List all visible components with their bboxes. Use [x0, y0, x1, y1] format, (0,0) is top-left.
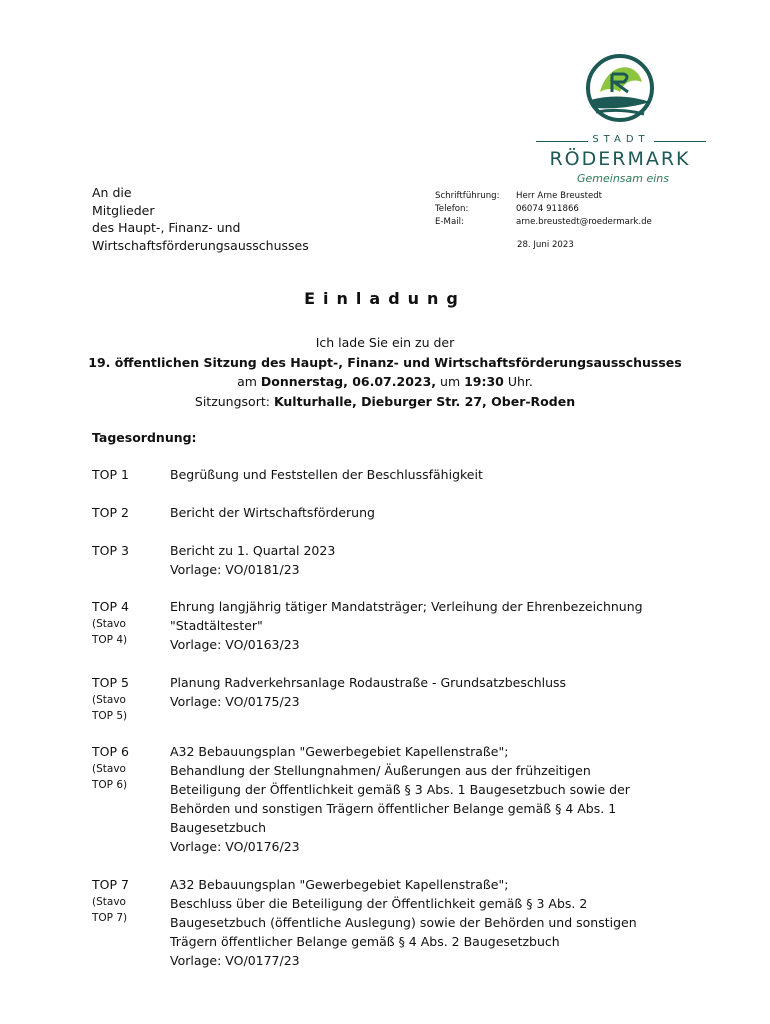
contact-block [435, 190, 695, 229]
letter-date: 28. Juni 2023 [517, 240, 574, 250]
agenda-item-number: TOP 3 [92, 543, 129, 558]
contact-value: Herr Arne Breustedt [516, 191, 603, 201]
contact-label: Telefon: [435, 204, 469, 214]
agenda-item-line: Behörden und sonstigen Trägern öffentlicher Belange gemäß § 4 Abs. 1 [170, 801, 617, 816]
agenda-item-number: TOP 2 [92, 505, 129, 520]
logo-city-name: RÖDERMARK [549, 148, 691, 170]
agenda-item-number: TOP 4 [92, 599, 129, 614]
agenda-item-line: Trägern öffentlicher Belange gemäß § 4 Abs. 2 Baugesetzbuch [170, 934, 560, 949]
meeting-location-line [0, 392, 770, 412]
contact-row [435, 216, 695, 229]
stavo-line: (Stavo [92, 763, 126, 775]
agenda-item-line: Bericht der Wirtschaftsförderung [170, 505, 375, 520]
stavo-line: (Stavo [92, 618, 126, 630]
invitation-intro [0, 333, 770, 411]
intro-line: Ich lade Sie ein zu der [315, 335, 455, 350]
meeting-time: 19:30 [464, 374, 504, 389]
agenda-item-line: Bericht zu 1. Quartal 2023 [170, 543, 336, 558]
stavo-line: TOP 6) [92, 779, 128, 791]
agenda-item-body [170, 597, 680, 654]
agenda-item-number: TOP 6 [92, 744, 129, 759]
contact-label: E-Mail: [435, 217, 464, 227]
date-suffix: Uhr. [503, 374, 533, 389]
agenda-item-body [170, 742, 680, 856]
agenda-item-line: "Stadtältester" [170, 618, 263, 633]
contact-email[interactable]: arne.breustedt@roedermark.de [516, 217, 652, 227]
agenda-item-line: Baugesetzbuch (öffentliche Auslegung) sowie der Behörden und sonstigen [170, 915, 637, 930]
stavo-line: (Stavo [92, 694, 126, 706]
meeting-name: 19. öffentlichen Sitzung des Haupt-, Finanz- und Wirtschaftsförderungsausschusses [88, 354, 682, 370]
agenda-item-number: TOP 7 [92, 877, 129, 892]
agenda-item-number: TOP 5 [92, 675, 129, 690]
agenda-item-line: Beschluss über die Beteiligung der Öffentlichkeit gemäß § 3 Abs. 2 [170, 896, 588, 911]
agenda-item-number: TOP 1 [92, 467, 129, 482]
stavo-line: TOP 7) [92, 912, 128, 924]
agenda-item-body [170, 875, 680, 970]
address-line: Mitglieder [92, 202, 155, 218]
agenda-item-line: A32 Bebauungsplan "Gewerbegebiet Kapellenstraße"; [170, 877, 509, 892]
meeting-day: Donnerstag, 06.07.2023, [260, 374, 437, 389]
contact-row [435, 203, 695, 216]
stavo-line: (Stavo [92, 896, 126, 908]
agenda-item-body [170, 465, 680, 484]
logo-stadt: STADT [592, 134, 650, 145]
meeting-location: Kulturhalle, Dieburger Str. 27, Ober-Roden [273, 393, 576, 409]
agenda-heading: Tagesordnung: [92, 430, 197, 445]
agenda-item-line: Baugesetzbuch [170, 820, 267, 835]
agenda-item-line: Planung Radverkehrsanlage Rodaustraße - Grundsatzbeschluss [170, 675, 567, 690]
agenda-item-line: A32 Bebauungsplan "Gewerbegebiet Kapellenstraße"; [170, 744, 509, 759]
meeting-date-line [0, 372, 770, 392]
agenda-item-vorlage: Vorlage: VO/0181/23 [170, 562, 300, 577]
agenda-item-stavo [92, 692, 142, 724]
contact-value: 06074 911866 [516, 204, 579, 214]
roedermark-emblem-icon [584, 52, 656, 128]
address-line: An die [92, 185, 132, 200]
contact-row [435, 190, 695, 203]
agenda-item-stavo [92, 616, 142, 648]
agenda-item-line: Begrüßung und Feststellen der Beschlussfähigkeit [170, 467, 483, 482]
logo-slogan: Gemeinsam eins [576, 172, 669, 185]
agenda-item-line: Ehrung langjährig tätiger Mandatsträger; Verleihung der Ehrenbezeichnung [170, 599, 643, 614]
location-prefix: Sitzungsort: [194, 393, 274, 409]
agenda-item-vorlage: Vorlage: VO/0177/23 [170, 953, 300, 968]
date-mid: um [436, 374, 465, 389]
agenda-item-stavo [92, 894, 142, 926]
agenda-item-stavo [92, 761, 142, 793]
agenda-item-vorlage: Vorlage: VO/0176/23 [170, 839, 300, 854]
date-prefix: am [237, 374, 261, 389]
document-title: Einladung [304, 289, 466, 308]
agenda-item-body [170, 541, 680, 579]
address-line: des Haupt-, Finanz- und [92, 220, 241, 235]
agenda-item-vorlage: Vorlage: VO/0163/23 [170, 637, 300, 652]
recipient-address [92, 184, 309, 254]
agenda-item-line: Behandlung der Stellungnahmen/ Äußerungen aus der frühzeitigen [170, 763, 591, 778]
agenda-item-line: Beteiligung der Öffentlichkeit gemäß § 3 Abs. 1 Baugesetzbuch sowie der [170, 782, 630, 797]
contact-label: Schriftführung: [435, 191, 500, 201]
stavo-line: TOP 4) [92, 634, 128, 646]
address-line: Wirtschaftsförderungsausschusses [92, 237, 309, 253]
agenda-item-vorlage: Vorlage: VO/0175/23 [170, 694, 300, 709]
city-logo [530, 48, 710, 190]
stavo-line: TOP 5) [92, 710, 128, 722]
agenda-item-body [170, 673, 680, 711]
agenda-item-body [170, 503, 680, 522]
